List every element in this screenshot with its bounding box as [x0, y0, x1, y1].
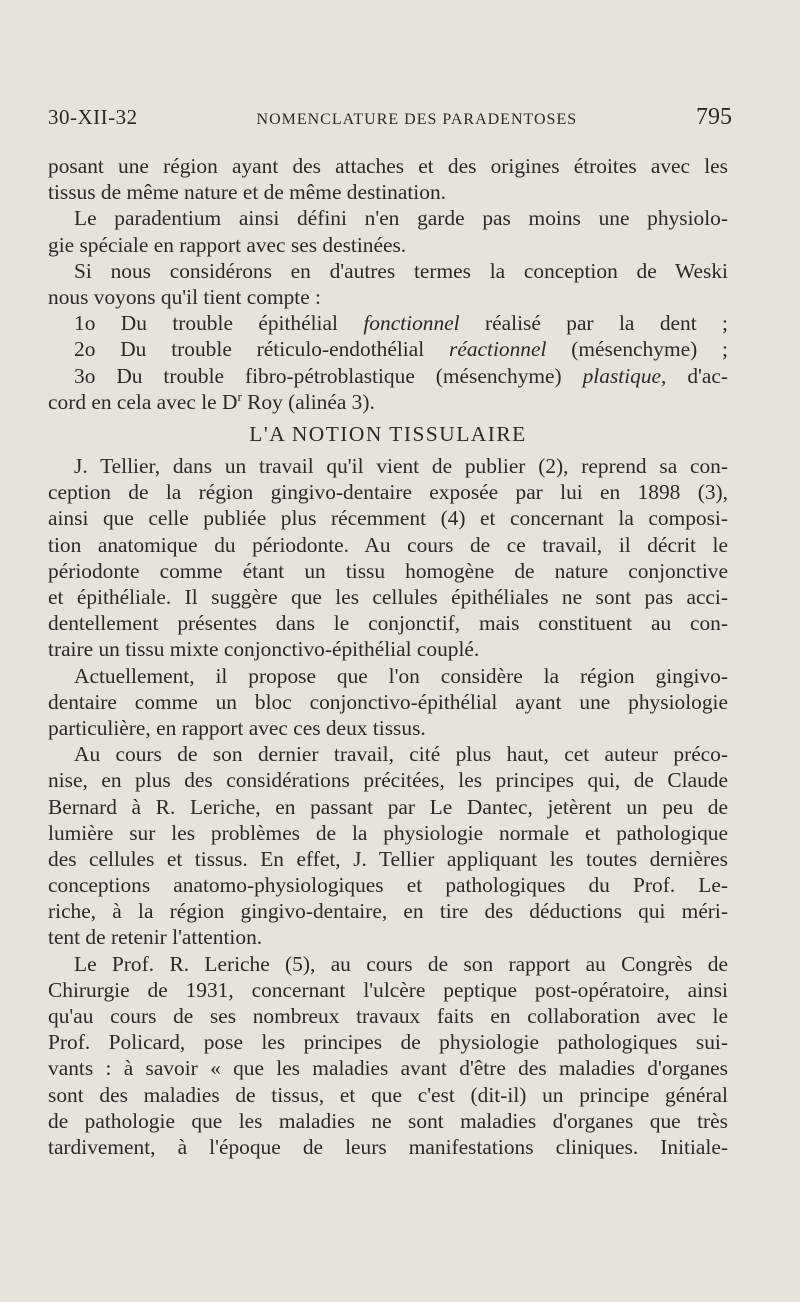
text-line: ainsi que celle publiée plus récemment (4) et concernant la composi- [48, 506, 728, 531]
body-text [48, 153, 728, 1160]
text-line: gie spéciale en rapport avec ses destinées. [48, 232, 407, 257]
text-line: de pathologie que les maladies ne sont maladies d'organes que très [48, 1108, 728, 1133]
text-line: nise, en plus des considérations précitées, les principes qui, de Claude [48, 768, 728, 793]
text-line: dentellement présentes dans le conjonctif, mais constituent au con- [48, 611, 728, 636]
text-line: Le paradentium ainsi défini n'en garde pas moins une physiolo- [74, 206, 728, 231]
text-line: J. Tellier, dans un travail qu'il vient de publier (2), reprend sa con- [74, 454, 728, 479]
text-line: sont des maladies de tissus, et que c'est (dit-il) un principe général [48, 1082, 728, 1107]
text-line: et épithéliale. Il suggère que les cellules épithéliales ne sont pas acci- [48, 585, 728, 609]
text-line: riche, à la région gingivo-dentaire, en tire des déductions qui méri- [48, 899, 728, 924]
text-line: ception de la région gingivo-dentaire exposée par lui en 1898 (3), [48, 480, 728, 505]
text-line: conceptions anatomo-physiologiques et pathologiques du Prof. Le- [48, 873, 728, 898]
text-line: 2o Du trouble réticulo-endothélial réactionnel (mésenchyme) ; [74, 337, 728, 362]
text-line: Si nous considérons en d'autres termes la conception de Weski [74, 258, 728, 283]
section-heading: L'A NOTION TISSULAIRE [249, 421, 527, 446]
text-line: particulière, en rapport avec ces deux tissus. [48, 715, 426, 740]
header-date: 30-XII-32 [48, 105, 138, 129]
text-line: tardivement, à l'époque de leurs manifestations cliniques. Initiale- [48, 1134, 728, 1159]
text-line: périodonte comme étant un tissu homogène de nature conjonctive [48, 558, 728, 583]
text-line: traire un tissu mixte conjonctivo-épithélial couplé. [48, 637, 480, 662]
text-line: tent de retenir l'attention. [48, 925, 263, 950]
text-line: Le Prof. R. Leriche (5), au cours de son rapport au Congrès de [74, 951, 728, 976]
text-line: dentaire comme un bloc conjonctivo-épithélial ayant une physiologie [48, 689, 728, 714]
running-header [48, 104, 732, 134]
text-line: 1o Du trouble épithélial fonctionnel réalisé par la dent ; [74, 311, 728, 336]
text-line: qu'au cours de ses nombreux travaux faits en collaboration avec le [48, 1004, 728, 1028]
text-line: Bernard à R. Leriche, en passant par Le Dantec, jetèrent un peu de [48, 794, 728, 819]
text-line: 3o Du trouble fibro-pétroblastique (mésenchyme) plastique, d'ac- [74, 363, 728, 388]
text-line: posant une région ayant des attaches et des origines étroites avec les [48, 154, 728, 178]
text-line: vants : à savoir « que les maladies avant d'être des maladies d'organes [48, 1056, 728, 1081]
text-line: tion anatomique du périodonte. Au cours de ce travail, il décrit le [48, 532, 728, 557]
text-line: Chirurgie de 1931, concernant l'ulcère peptique post-opératoire, ainsi [48, 977, 728, 1002]
text-line: tissus de même nature et de même destination. [48, 180, 446, 205]
text-line: nous voyons qu'il tient compte : [48, 284, 322, 309]
text-line: lumière sur les problèmes de la physiologie normale et pathologique [48, 820, 728, 845]
text-line: Au cours de son dernier travail, cité plus haut, cet auteur préco- [74, 742, 728, 767]
text-line: Prof. Policard, pose les principes de physiologie pathologiques sui- [48, 1030, 728, 1055]
text-line: cord en cela avec le $D^r$ Roy (alinéa 3). [48, 388, 375, 414]
text-line: Actuellement, il propose que l'on considère la région gingivo- [74, 663, 728, 688]
page-number: 795 [695, 104, 732, 130]
header-title: NOMENCLATURE DES PARADENTOSES [256, 111, 578, 128]
text-line: des cellules et tissus. En effet, J. Tellier appliquant les toutes dernières [48, 846, 728, 871]
